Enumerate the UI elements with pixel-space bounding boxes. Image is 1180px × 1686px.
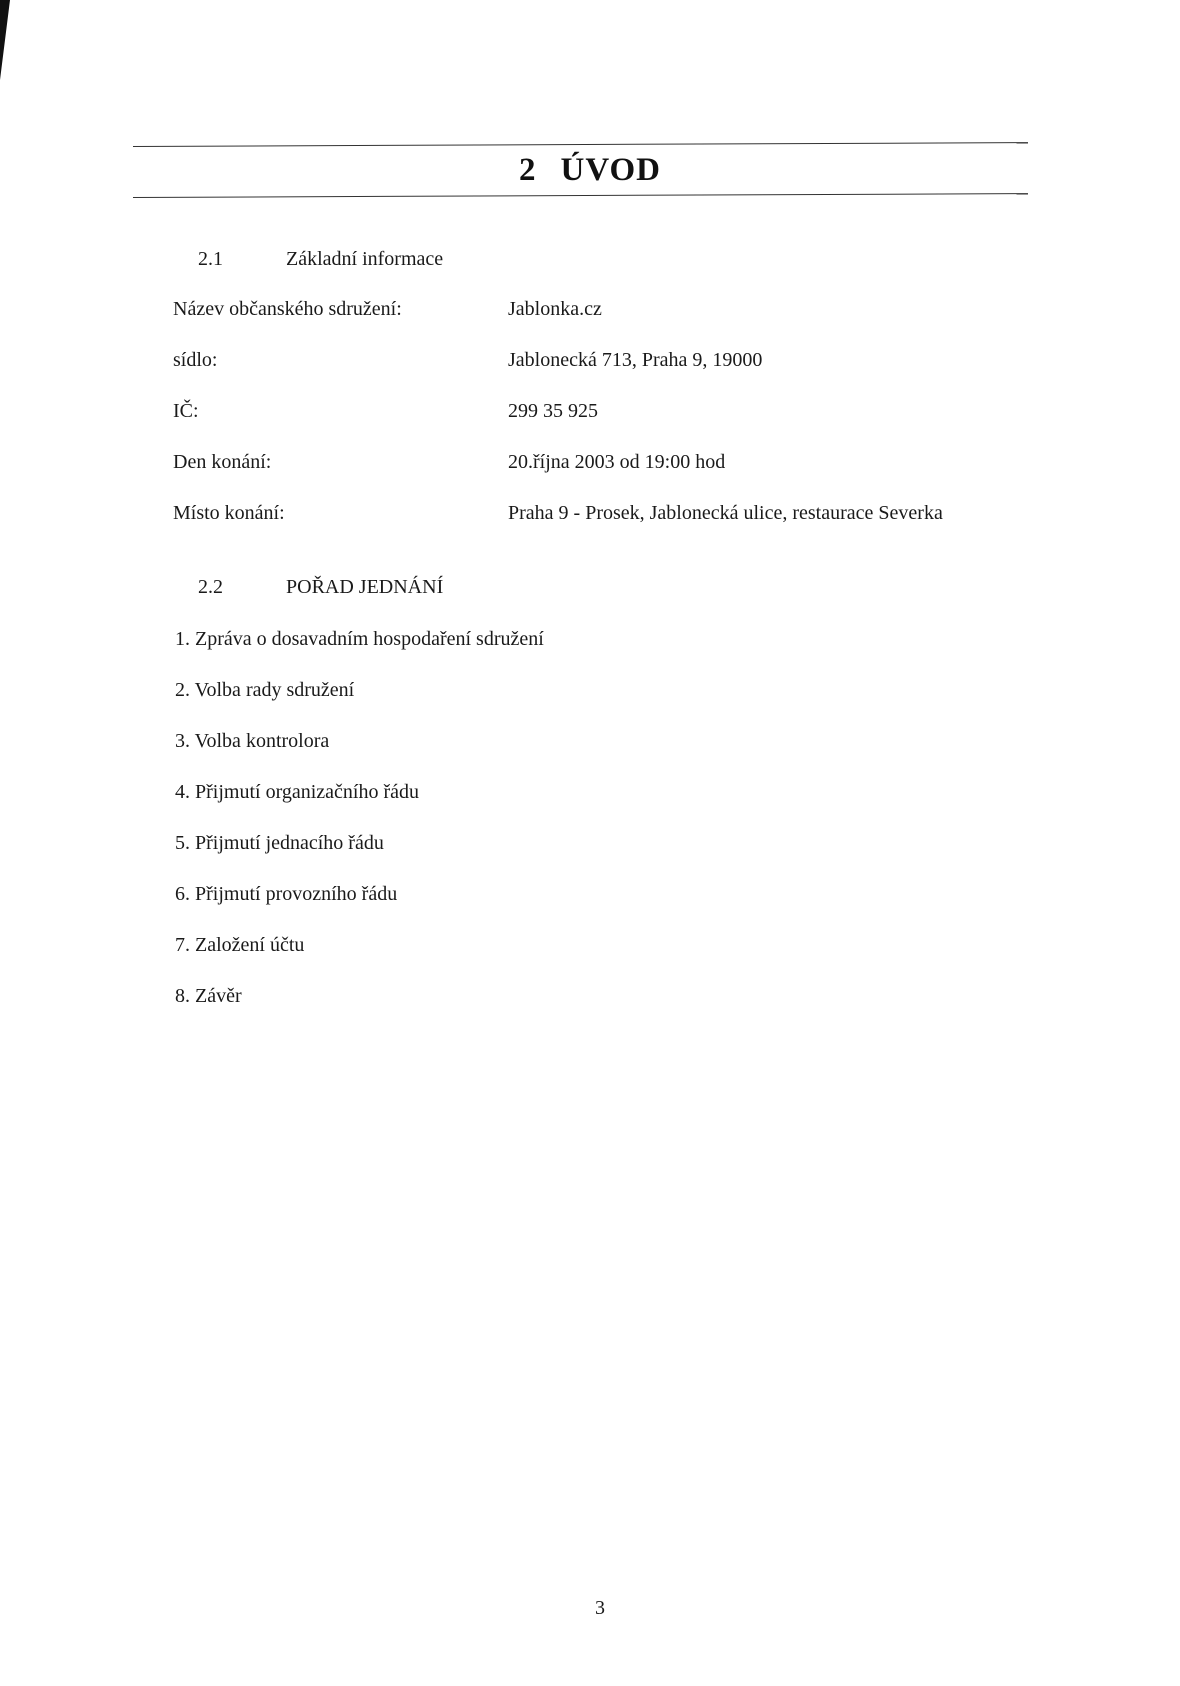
info-value: Jablonecká 713, Praha 9, 19000 xyxy=(508,349,763,371)
info-label: Název občanského sdružení: xyxy=(173,298,402,320)
agenda-item: 1. Zpráva o dosavadním hospodaření sdružení xyxy=(175,628,544,650)
info-value: 299 35 925 xyxy=(508,400,598,422)
section-heading-agenda xyxy=(198,576,443,599)
info-value: Praha 9 - Prosek, Jablonecká ulice, restaurace Severka xyxy=(508,502,943,524)
chapter-title-text: ÚVOD xyxy=(560,152,661,188)
title-top-rule xyxy=(133,142,1028,147)
info-label: IČ: xyxy=(173,400,199,422)
agenda-item: 6. Přijmutí provozního řádu xyxy=(175,883,398,905)
agenda-item: 8. Závěr xyxy=(175,985,242,1007)
section-number: 2.1 xyxy=(198,248,223,270)
agenda-item: 2. Volba rady sdružení xyxy=(175,679,355,701)
section-title: Základní informace xyxy=(286,248,444,270)
agenda-item: 7. Založení účtu xyxy=(175,934,305,956)
section-number: 2.2 xyxy=(198,576,223,598)
page-number: 3 xyxy=(595,1597,605,1619)
agenda-item: 4. Přijmutí organizačního řádu xyxy=(175,781,420,803)
agenda-item: 5. Přijmutí jednacího řádu xyxy=(175,832,384,854)
info-label: Den konání: xyxy=(173,451,272,473)
info-value: Jablonka.cz xyxy=(508,298,602,320)
agenda-item: 3. Volba kontrolora xyxy=(175,730,330,752)
scan-edge-mark xyxy=(0,0,10,80)
info-label: sídlo: xyxy=(173,349,218,371)
chapter-title xyxy=(0,152,1180,189)
info-label: Místo konání: xyxy=(173,502,285,524)
chapter-number: 2 xyxy=(518,152,537,188)
section-title: POŘAD JEDNÁNÍ xyxy=(286,576,444,598)
info-value: 20.října 2003 od 19:00 hod xyxy=(508,451,726,473)
title-bottom-rule xyxy=(133,193,1028,198)
section-heading-basic-info xyxy=(198,248,443,271)
